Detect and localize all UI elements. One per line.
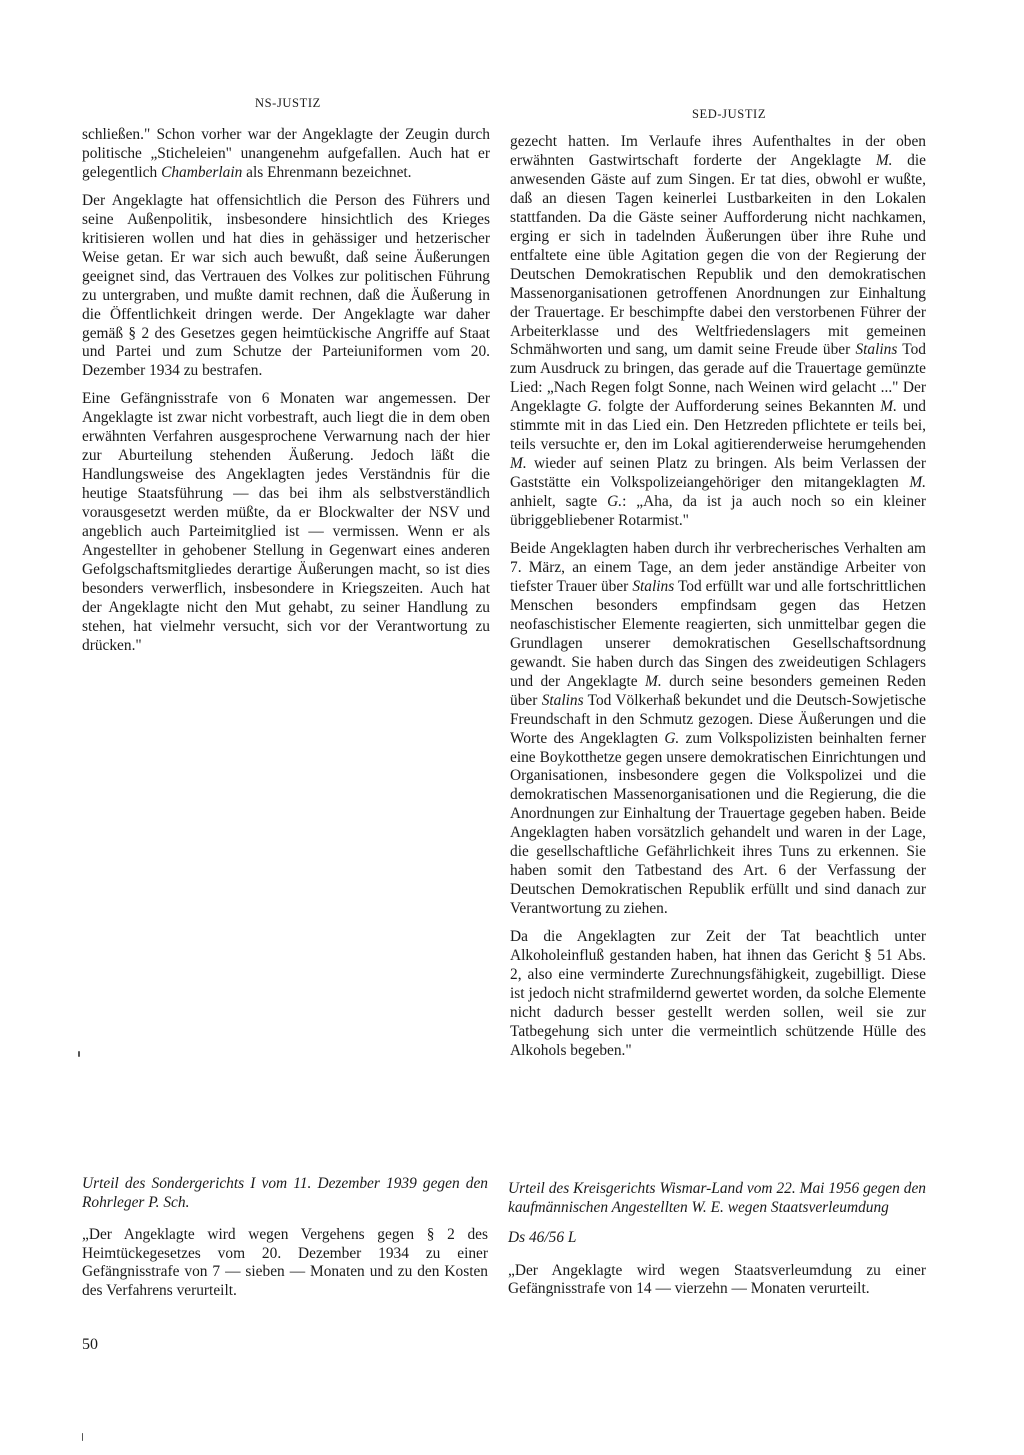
defendant-initial: M. [875, 151, 893, 169]
right-paragraph-2: Beide Angeklagten haben durch ihr verbrecherisches Verhalten am 7. März, an einem Tage, an dem jeder anständige Arbeiter von tiefster Trauer über Stalins Tod erfüllt war und alle fortschrittlichen Menschen besonders empfindsam gegen das Hetzen neofaschistischer Elemente reagierten, sich unmittelbar gegen die Grundlagen unserer demokratischen Gesellschaftsordnung gewandt. Sie haben durch das Singen des zweideutigen Schlagers und der Angeklagte M. durch seine besonders gemeinen Reden über Stalins Tod Völkerhaß bekundet und die Deutsch-Sowjetische Freundschaft in den Schmutz gezogen. Diese Äußerungen und die Worte des Angeklagten G. zum Volkspolizisten beinhalten ferner eine Boykotthetze gegen unsere demokratischen Einrichtungen und Organisationen, insbesondere gegen die Volkspolizei und die demokratischen Massenorganisationen und die Regierung, die die Anordnungen zur Einhaltung der Trauertage gegeben haben. Beide Angeklagten haben vorsätzlich gehandelt und waren in der Lage, die gesellschaftliche Gefährlichkeit ihres Tuns zu erkennen. Sie haben somit den Tatbestand des Art. 6 der Verfassung der Deutschen Demokratischen Republik erfüllt und sind danach zur Verantwortung zu ziehen. [510, 540, 927, 918]
name-stalins: Stalins [541, 691, 584, 709]
defendant-initial: M. [510, 455, 527, 473]
footer-right-caption: Urteil des Kreisgerichts Wismar-Land vom 22. Mai 1956 gegen den kaufmännischen Angestellten W. E. wegen Staatsverleumdung [508, 1180, 926, 1216]
name-stalins: Stalins [855, 341, 898, 359]
print-speck [78, 1051, 80, 1057]
defendant-initial: G. [586, 398, 602, 416]
running-header-left: NS-JUSTIZ [255, 96, 321, 110]
defendant-initial: M. [909, 474, 926, 492]
defendant-initial: G. [664, 729, 680, 747]
running-header-right: SED-JUSTIZ [692, 107, 767, 121]
footer-left-text: „Der Angeklagte wird wegen Vergehens gegen § 2 des Heimtückegesetzes vom 20. Dezember 1934 zu einer Gefängnisstrafe von 7 — sieben — Monaten und zu den Kosten des Verfahrens verurteilt. [82, 1226, 488, 1299]
page-number: 50 [82, 1336, 98, 1353]
footer-right-reference: Ds 46/56 L [508, 1229, 577, 1246]
left-column [82, 126, 490, 656]
name-stalins: Stalins [632, 577, 675, 595]
defendant-initial: M. [645, 672, 662, 690]
right-column [510, 133, 926, 1061]
right-paragraph-1: gezecht hatten. Im Verlaufe ihres Aufenthaltes in der oben erwähnten Gastwirtschaft forderte der Angeklagte M. die anwesenden Gäste auf zum Singen. Er tat dies, obwohl er wußte, daß an diesen Tagen keinerlei Lustbarkeiten in den Lokalen stattfanden. Da die Gäste seiner Aufforderung nicht nachkamen, erging er sich in tadelnden Äußerungen über ihre Ruhe und entfaltete eine üble Agitation gegen die von der Regierung der Deutschen Demokratischen Republik und den demokratischen Massenorganisationen getroffenen Anordnungen zur Einhaltung der Trauertage. Er beschimpfte dabei den verstorbenen Führer der Arbeiterklasse und des Weltfriedenslagers mit gemeinen Schmähworten und sang, um damit seine Freude über Stalins Tod zum Ausdruck zu bringen, das gerade auf die Trauertage gemünzte Lied: „Nach Regen folgt Sonne, nach Weinen wird gelacht ..." Der Angeklagte G. folgte der Aufforderung seines Bekannten M. und stimmte mit in das Lied ein. Den Hetzreden pflichtete er teils bei, teils versuchte er, den im Lokal agitierenderweise herumgehenden M. wieder auf seinen Platz zu bringen. Als beim Verlassen der Gaststätte ein Volkspolizeiangehöriger den mitangeklagten M. anhielt, sagte G.: „Aha, da ist ja auch noch so ein kleiner übriggebliebener Rotarmist." [510, 133, 927, 530]
left-paragraph-3: Eine Gefängnisstrafe von 6 Monaten war angemessen. Der Angeklagte ist zwar nicht vorbestraft, auch liegt die in dem oben erwähnten Verfahren ausgesprochene Verwarnung nach der hier zur Aburteilung stehenden Äußerung. Jedoch läßt die Handlungsweise des Angeklagten jedes Verständnis für die heutige Staatsführung — das bei ihm als selbstverständlich vorausgesetzt werden müßte, da er Blockwalter der NSV und angeblich auch Parteimitglied ist — vermissen. Wenn er als Angestellter in gehobener Stellung in Gegenwart eines anderen Gefolgschaftsmitgliedes derartige Äußerungen macht, so ist dies besonders verwerflich, insbesondere in Kriegszeiten. Auch hat der Angeklagte nicht den Mut gehabt, zu seiner Handlung zu stehen, hat vielmehr versucht, sich vor der Verantwortung zu drücken." [82, 390, 490, 654]
footer-left-block [82, 1175, 488, 1300]
footer-right-block [508, 1180, 926, 1299]
left-paragraph-2: Der Angeklagte hat offensichtlich die Person des Führers und seine Außenpolitik, insbesondere hinsichtlich des Krieges kritisieren wollen und hat dies in gehässiger und hetzerischer Weise getan. Er war sich auch bewußt, daß seine Äußerungen geeignet sind, das Vertrauen des Volkes zur politischen Führung zu untergraben, und mußte damit rechnen, daß die Äußerung in die Öffentlichkeit dringen werde. Der Angeklagte war daher gemäß § 2 des Gesetzes gegen heimtückische Angriffe auf Staat und Partei und zum Schutze der Parteiuniformen vom 20. Dezember 1934 zu bestrafen. [82, 191, 490, 380]
footer-right-text: „Der Angeklagte wird wegen Staatsverleumdung zu einer Gefängnisstrafe von 14 — vierzehn — Monaten verurteilt. [508, 1261, 926, 1297]
print-speck [82, 1433, 83, 1441]
defendant-initial: G. [607, 493, 623, 511]
left-paragraph-1: schließen." Schon vorher war der Angeklagte der Zeugin durch politische „Sticheleien" unangenehm aufgefallen. Auch hat er gelegentlich Chamberlain als Ehrenmann bezeichnet. [82, 126, 490, 181]
right-paragraph-3: Da die Angeklagten zur Zeit der Tat beachtlich unter Alkoholeinfluß gestanden haben, hat ihnen das Gericht § 51 Abs. 2, also eine verminderte Zurechnungsfähigkeit, zugebilligt. Diese ist jedoch nicht strafmildernd gewertet worden, da solche Elemente nicht dadurch besser gestellt werden sollen, weil sie zur Tatbegehung sich unter die vermeintlich schützende Hülle des Alkohols begeben." [510, 928, 926, 1059]
footer-left-caption: Urteil des Sondergerichts I vom 11. Dezember 1939 gegen den Rohrleger P. Sch. [82, 1175, 488, 1211]
defendant-initial: M. [880, 398, 897, 416]
name-chamberlain: Chamberlain [161, 163, 243, 181]
